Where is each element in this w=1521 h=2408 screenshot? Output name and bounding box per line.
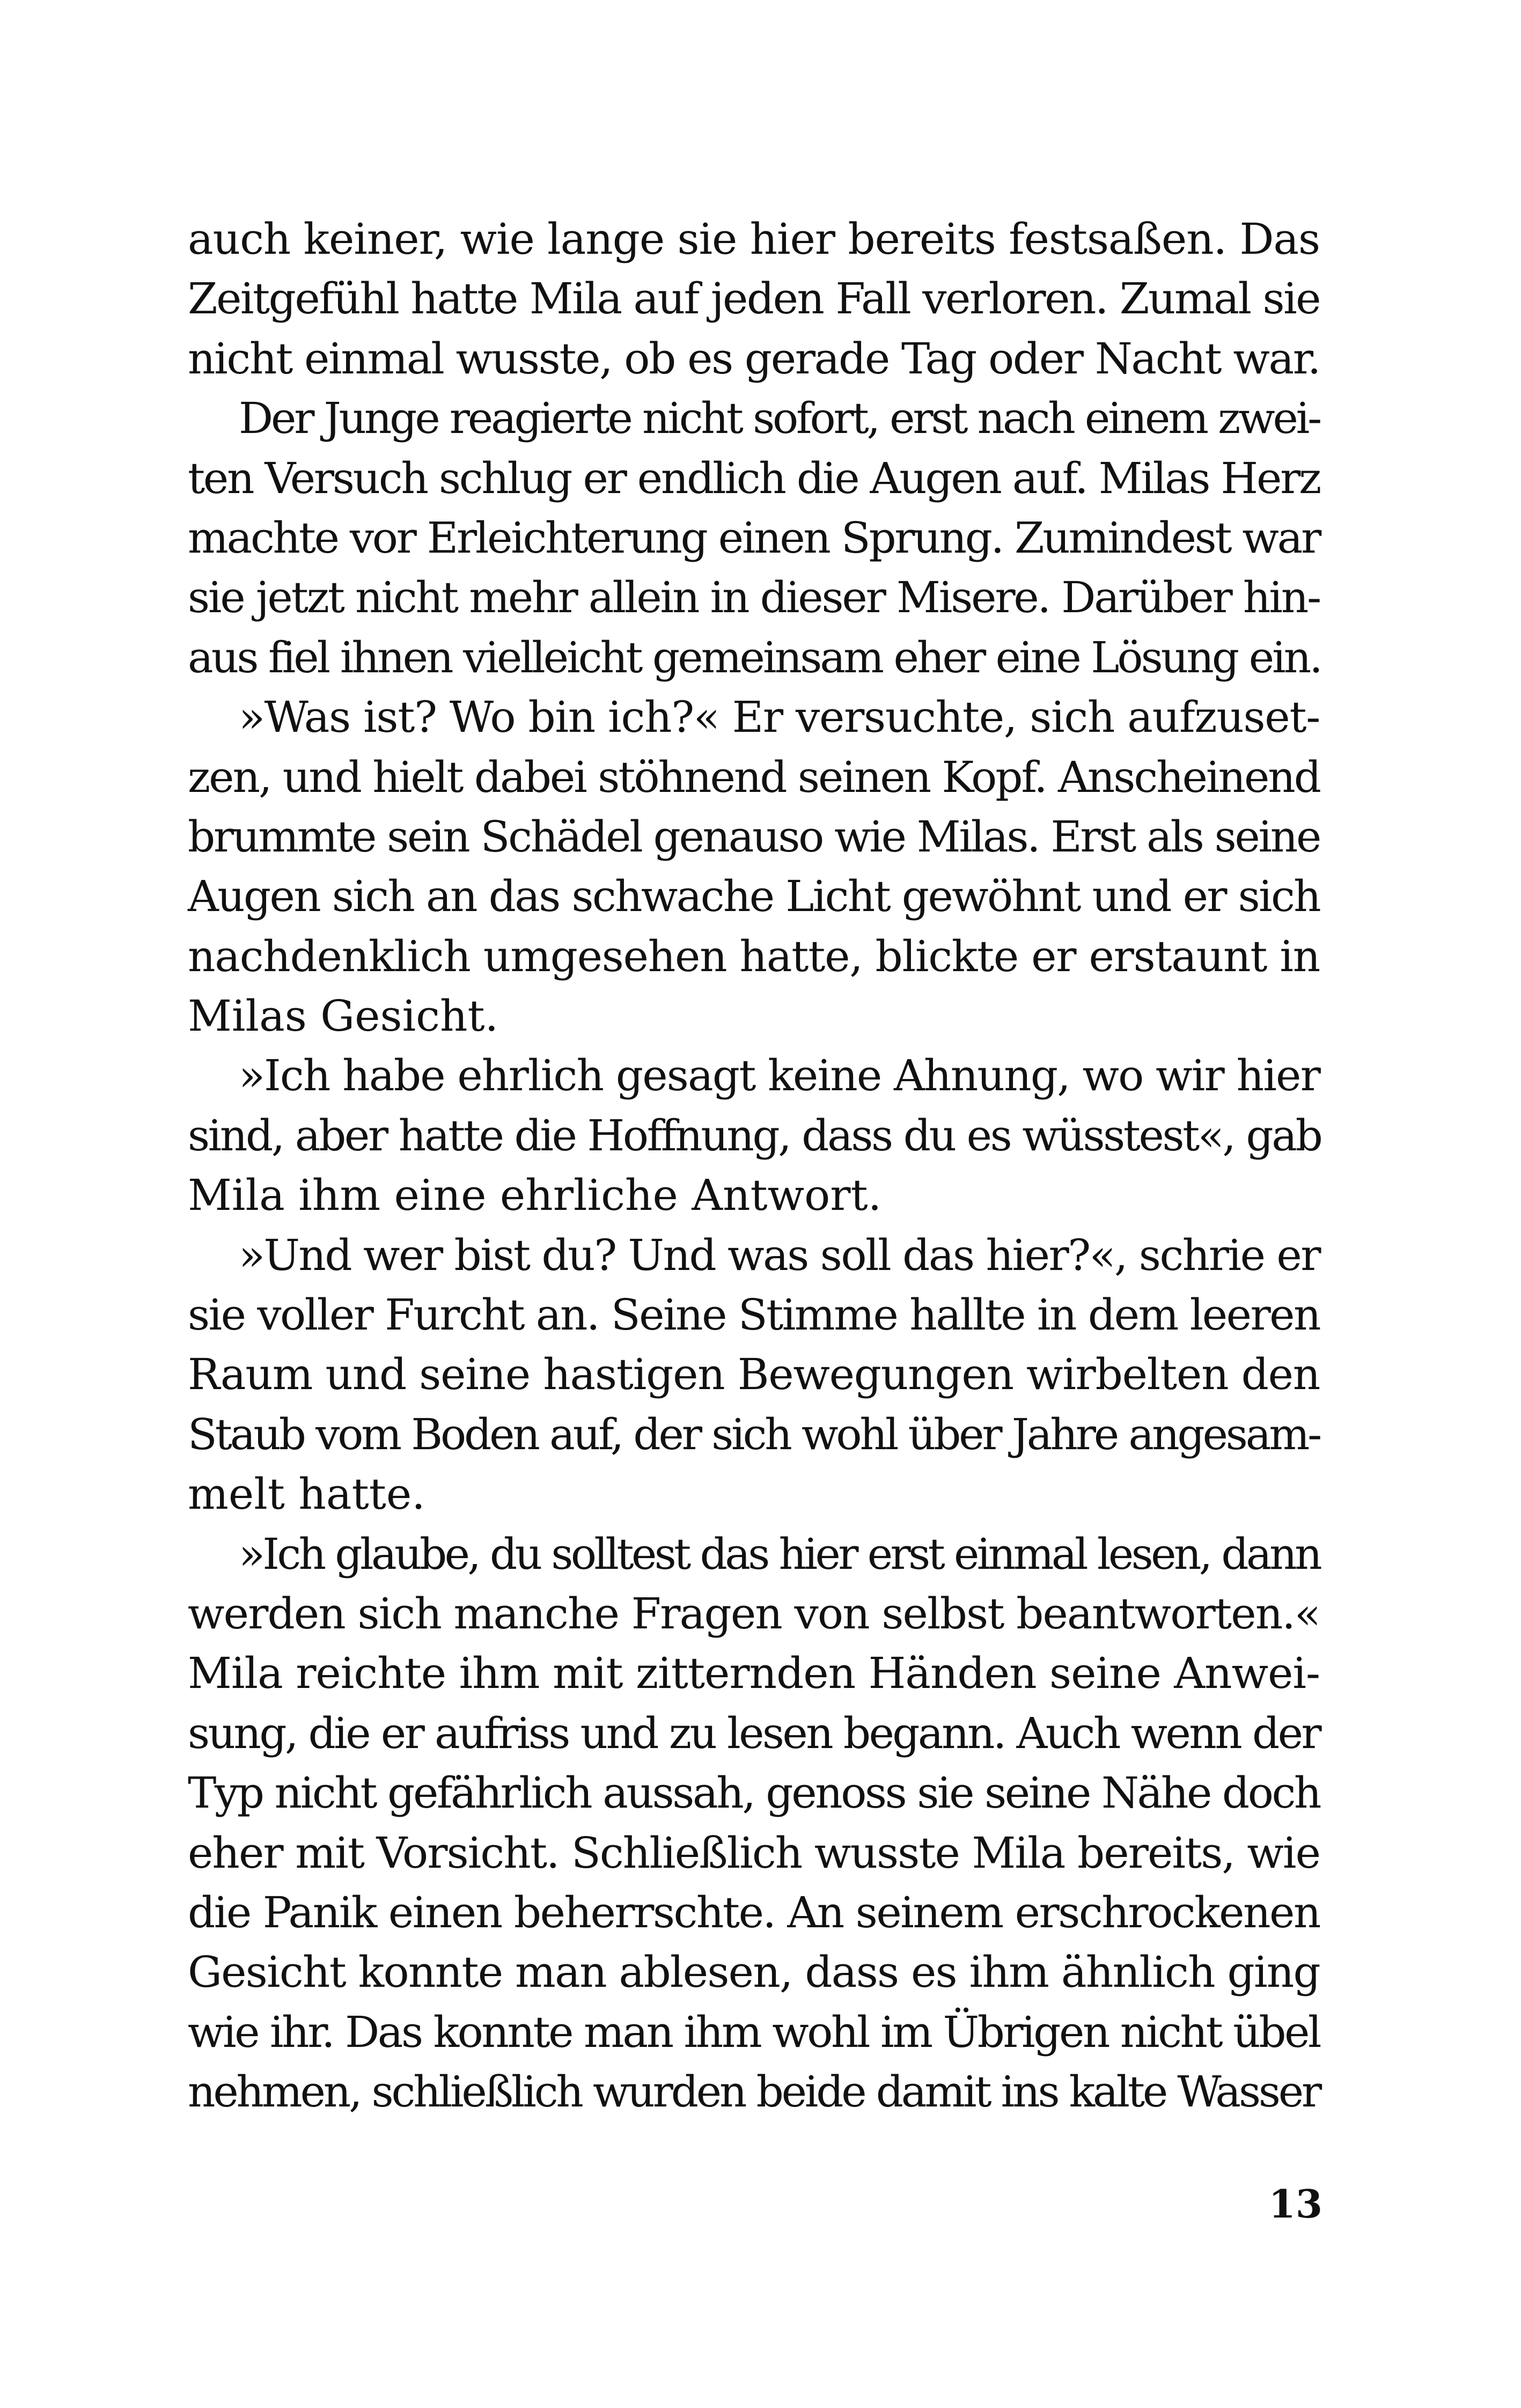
text-line: wie ihr. Das konnte man ihm wohl im Übrigen nicht übel — [188, 2007, 1320, 2057]
text-line: eher mit Vorsicht. Schließlich wusste Mila bereits, wie — [188, 1827, 1320, 1878]
text-line: nicht einmal wusste, ob es gerade Tag oder Nacht war. — [188, 333, 1320, 384]
text-line: Zeitgefühl hatte Mila auf jeden Fall verloren. Zumal sie — [188, 274, 1320, 324]
text-line: zen, und hielt dabei stöhnend seinen Kopf. Anscheinend — [188, 752, 1320, 802]
text-line: sind, aber hatte die Hoffnung, dass du es wüsstest«, gab — [188, 1110, 1321, 1161]
text-line: sung, die er aufriss und zu lesen begann. Auch wenn der — [188, 1708, 1320, 1758]
text-line: Staub vom Boden auf, der sich wohl über Jahre angesam- — [188, 1409, 1320, 1459]
text-line: sie voller Furcht an. Seine Stimme hallte in dem leeren — [188, 1290, 1320, 1340]
text-line: nehmen, schließlich wurden beide damit ins kalte Wasser — [188, 2067, 1320, 2117]
text-line: Raum und seine hastigen Bewegungen wirbelten den — [188, 1349, 1320, 1400]
text-line: Milas Gesicht. — [188, 991, 499, 1041]
text-line: Der Junge reagierte nicht sofort, erst nach einem zwei- — [239, 393, 1320, 444]
text-line: die Panik einen beherrschte. An seinem erschrockenen — [188, 1887, 1320, 1937]
text-line: werden sich manche Fragen von selbst beantworten.« — [188, 1588, 1320, 1639]
text-line: Augen sich an das schwache Licht gewöhnt und er sich — [188, 871, 1320, 922]
text-line: melt hatte. — [188, 1469, 425, 1519]
text-line: sie jetzt nicht mehr allein in dieser Misere. Darüber hin- — [188, 572, 1320, 623]
text-line: »Ich habe ehrlich gesagt keine Ahnung, wo wir hier — [239, 1051, 1320, 1101]
text-line: »Und wer bist du? Und was soll das hier?«, schrie er — [239, 1230, 1320, 1280]
text-line: Typ nicht gefährlich aussah, genoss sie seine Nähe doch — [188, 1768, 1320, 1818]
text-line: ten Versuch schlug er endlich die Augen auf. Milas Herz — [188, 453, 1320, 503]
text-line: machte vor Erleichterung einen Sprung. Zumindest war — [188, 512, 1320, 563]
text-line: brummte sein Schädel genauso wie Milas. Erst als seine — [188, 811, 1320, 862]
text-line: »Ich glaube, du solltest das hier erst einmal lesen, dann — [239, 1529, 1320, 1579]
body-text — [188, 209, 1320, 2122]
text-line: »Was ist? Wo bin ich?« Er versuchte, sich aufzuset- — [239, 692, 1320, 743]
text-line: Gesicht konnte man ablesen, dass es ihm ähnlich ging — [188, 1947, 1320, 1998]
text-line: nachdenklich umgesehen hatte, blickte er erstaunt in — [188, 931, 1320, 981]
text-line: Mila reichte ihm mit zitternden Händen seine Anwei- — [188, 1648, 1320, 1699]
page-number: 13 — [1268, 2181, 1322, 2227]
text-line: aus fiel ihnen vielleicht gemeinsam eher eine Lösung ein. — [188, 632, 1321, 682]
text-line: Mila ihm eine ehrliche Antwort. — [188, 1170, 882, 1221]
text-line: auch keiner, wie lange sie hier bereits festsaßen. Das — [188, 214, 1320, 264]
